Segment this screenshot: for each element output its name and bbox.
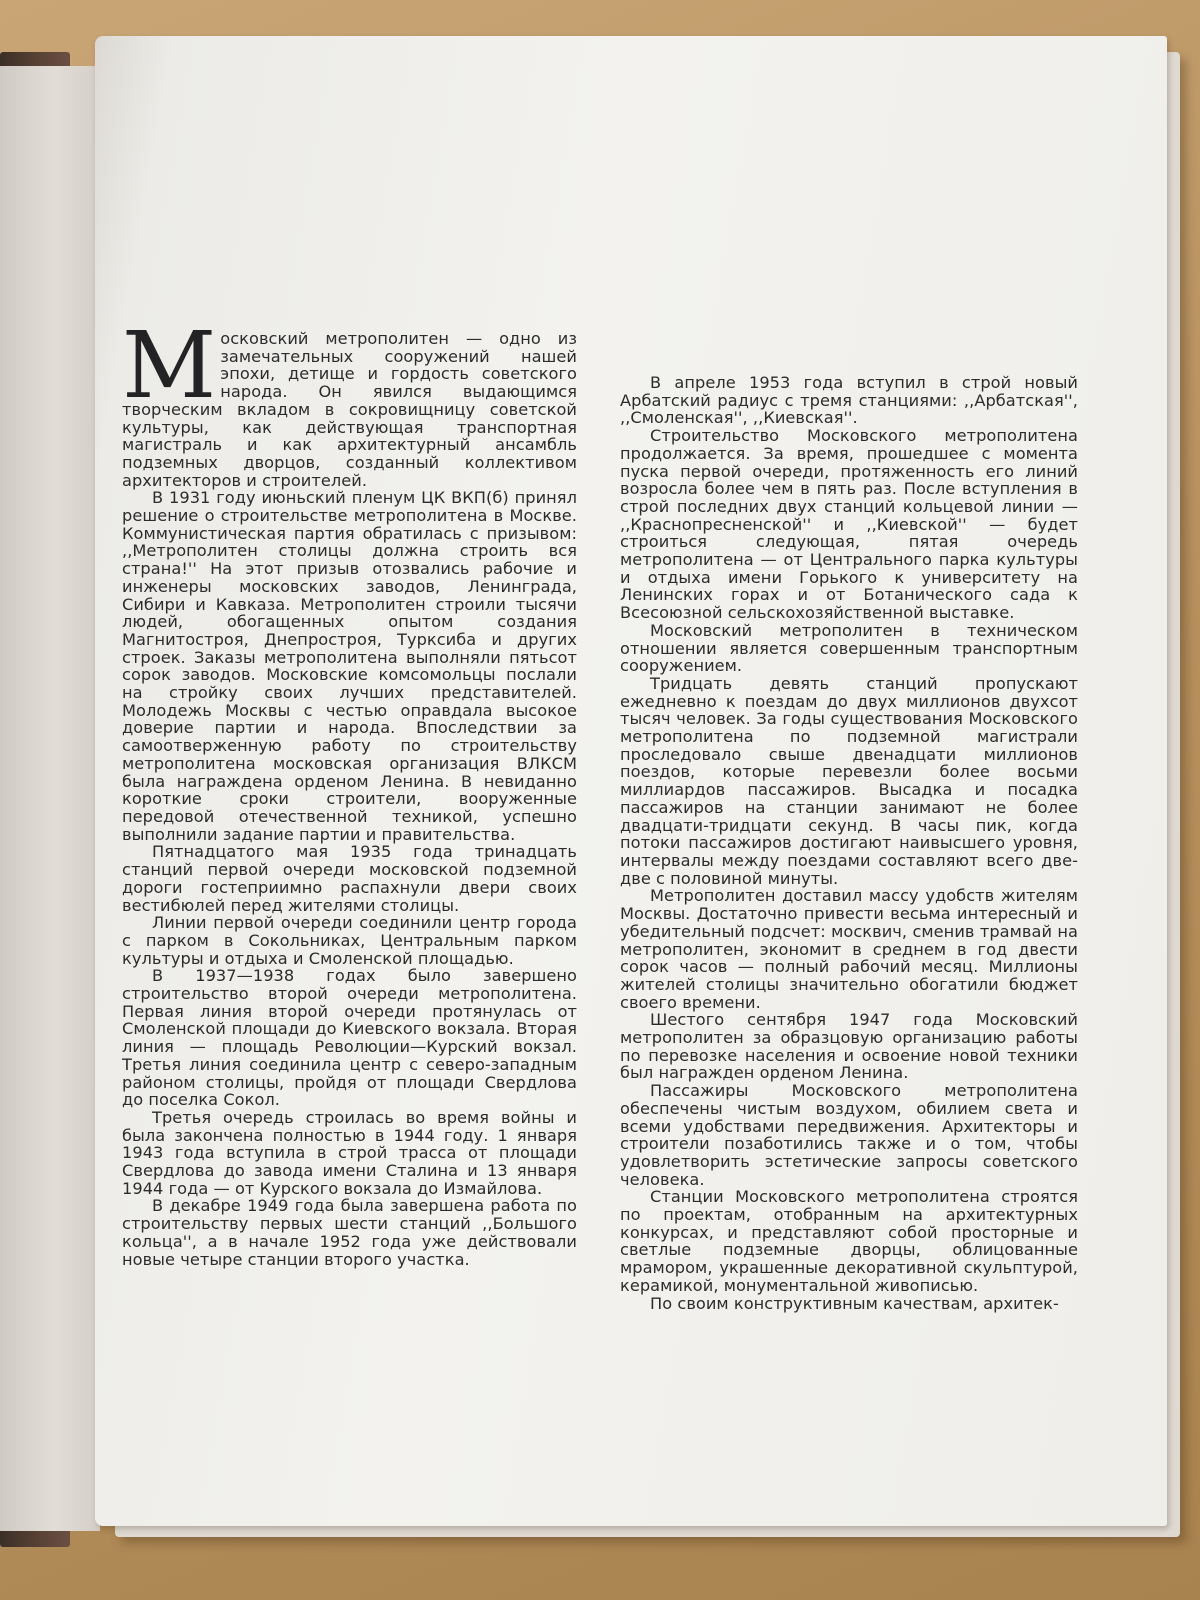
paragraph: Пассажиры Московского метрополитена обеспечены чистым воздухом, обилием света и всеми удобствами передвижения. Архитекторы и строители позаботились также и о том, чтобы удовлетворить эстетические запросы советского человека.	[620, 1081, 1078, 1189]
paragraph: В 1937—1938 годах было завершено строительство второй очереди метрополитена. Первая линия второй очереди протянулась от Смоленской площади до Киевского вокзала. Вторая линия — площадь Революции—Курский вокзал. Третья линия соединила центр с северо-западным районом столицы, пройдя от площади Свердлова до поселка Сокол.	[122, 966, 577, 1110]
text-column-left	[122, 312, 577, 1269]
paragraph-text: осковский метрополитен — одно из замечательных сооружений нашей эпохи, детище и гордость советского народа. Он явился выдающимся творческим вкладом в сокровищницу советской культуры, как действующая транспортная магистраль и как архитектурный ансамбль подземных дворцов, созданный коллективом архитекторов и строителей.	[122, 329, 577, 490]
paragraph: В апреле 1953 года вступил в строй новый Арбатский радиус с тремя станциями: ,,Арбатская'', ,,Смоленская'', ,,Киевская''.	[620, 373, 1078, 428]
text-column-right	[620, 374, 1078, 1312]
paragraph: Тридцать девять станций пропускают ежедневно к поездам до двух миллионов двухсот тысяч человек. За годы существования Московского метрополитена по подземной магистрали проследовало свыше двенадцати миллионов поездов, которые перевезли более восьми миллиардов пассажиров. Высадка и посадка пассажиров на станции занимают не более двадцати-тридцати секунд. В часы пик, когда потоки пассажиров достигают наивысшего уровня, интервалы между поездами составляют всего две-две с половиной минуты.	[620, 673, 1078, 888]
paragraph	[122, 312, 577, 490]
paragraph: Станции Московского метрополитена строятся по проектам, отобранным на архитектурных конкурсах, и представляют собой просторные и светлые подземные дворцы, облицованные мрамором, украшенные декоративной скульптурой, керамикой, монументальной живописью.	[620, 1187, 1078, 1295]
paragraph: Шестого сентября 1947 года Московский метрополитен за образцовую организацию работы по перевозке населения и освоение новой техники был награжден орденом Ленина.	[620, 1010, 1078, 1083]
paragraph: Пятнадцатого мая 1935 года тринадцать станций первой очереди московской подземной дороги гостеприимно распахнули двери своих вестибюлей перед жителями столицы.	[122, 842, 577, 915]
paragraph: Метрополитен доставил массу удобств жителям Москвы. Достаточно привести весьма интересный и убедительный подсчет: москвич, сменив трамвай на метрополитен, экономит в среднем в год двести сорок часов — полный рабочий месяц. Миллионы жителей столицы значительно обогатили бюджет своего времени.	[620, 886, 1078, 1012]
drop-cap: М	[122, 312, 217, 419]
paragraph: Строительство Московского метрополитена продолжается. За время, прошедшее с момента пуска первой очереди, протяженность его линий возросла более чем в пять раз. После вступления в строй последних двух станций кольцевой линии — ,,Краснопресненской'' и ,,Киевской'' — будет строиться следующая, пятая очередь метрополитена — от Центрального парка культуры и отдыха имени Горького к университету на Ленинских горах и от Ботанического сада к Всесоюзной сельскохозяйственной выставке.	[620, 426, 1078, 623]
paragraph: В 1931 году июньский пленум ЦК ВКП(б) принял решение о строительстве метрополитена в Москве. Коммунистическая партия обратилась с призывом: ,,Метрополитен столицы должна строить вся страна!'' На этот призыв отозвались рабочие и инженеры московских заводов, Ленинграда, Сибири и Кавказа. Метрополитен строили тысячи людей, обогащенных опытом создания Магнитостроя, Днепростроя, Турксиба и других строек. Заказы метрополитена выполняли пятьсот сорок заводов. Московские комсомольцы послали на стройку своих лучших представителей. Молодежь Москвы с честью оправдала высокое доверие партии и народа. Впоследствии за самоотверженную работу по строительству метрополитена московская организация ВЛКСМ была награждена орденом Ленина. В невиданно короткие сроки строители, вооруженные передовой отечественной техникой, успешно выполнили задание партии и правительства.	[122, 488, 577, 844]
paragraph: Третья очередь строилась во время войны и была закончена полностью в 1944 году. 1 января 1943 года вступила в строй трасса от площади Свердлова до завода имени Сталина и 13 января 1944 года — от Курского вокзала до Измайлова.	[122, 1107, 577, 1198]
paragraph: Линии первой очереди соединили центр города с парком в Сокольниках, Центральным парком культуры и отдыха и Смоленской площадью.	[122, 913, 577, 968]
left-page	[0, 66, 100, 1531]
paragraph: Московский метрополитен в техническом отношении является совершенным транспортным сооружением.	[620, 620, 1078, 676]
paragraph: По своим конструктивным качествам, архитек-	[650, 1293, 1059, 1313]
paragraph: В декабре 1949 года была завершена работа по строительству первых шести станций ,,Большого кольца'', а в начале 1952 года уже действовали новые четыре станции второго участка.	[122, 1196, 577, 1269]
